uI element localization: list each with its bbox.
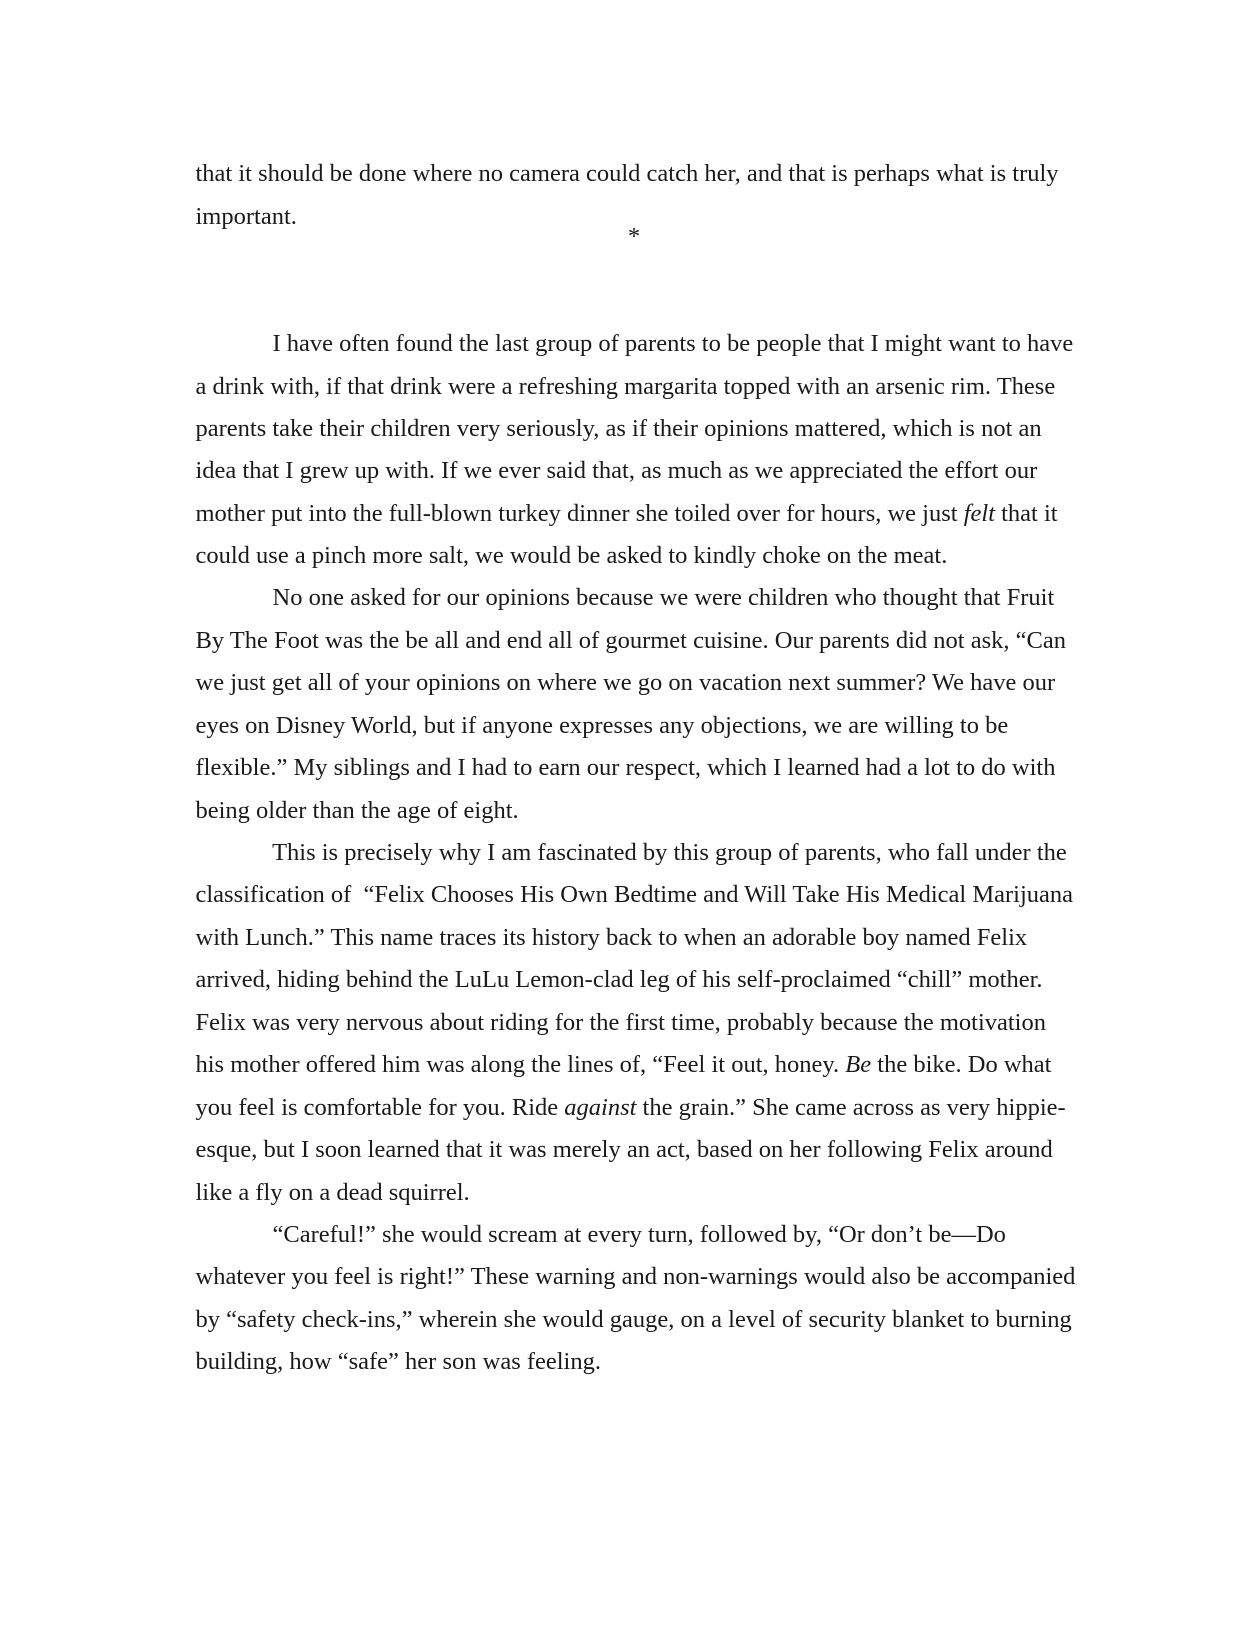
text-segment: being older than the age of eight. <box>195 797 519 824</box>
section-separator: * <box>627 223 641 250</box>
text-segment: with Lunch.” This name traces its history back to when an adorable boy named Felix <box>195 924 1028 951</box>
text-segment: Felix was very nervous about riding for the first time, probably because the motivation <box>195 1009 1046 1036</box>
text-line-27 <box>171 1317 601 1407</box>
text-segment: parents take their children very seriously, as if their opinions mattered, which is not an <box>195 415 1042 442</box>
text-segment: This is precisely why I am fascinated by this group of parents, who fall under the <box>272 839 1067 866</box>
italic-segment: against <box>564 1094 637 1121</box>
text-segment: “Careful!” she would scream at every turn, followed by, “Or don’t be—Do <box>272 1221 1006 1248</box>
text-segment: the grain.” She came across as very hippie- <box>636 1094 1066 1121</box>
text-segment: a drink with, if that drink were a refreshing margarita topped with an arsenic rim. These <box>195 373 1056 400</box>
text-segment: by “safety check-ins,” wherein she would gauge, on a level of security blanket to burning <box>195 1306 1072 1333</box>
text-segment: building, how “safe” her son was feeling. <box>195 1348 601 1375</box>
text-segment: I have often found the last group of parents to be people that I might want to have <box>272 330 1074 357</box>
text-line-2 <box>171 172 297 262</box>
text-segment: the bike. Do what <box>871 1051 1052 1078</box>
italic-segment: Be <box>845 1051 872 1078</box>
text-segment: arrived, hiding behind the LuLu Lemon-clad leg of his self-proclaimed “chill” mother. <box>195 966 1043 993</box>
text-segment: whatever you feel is right!” These warning and non-warnings would also be accompanied <box>195 1263 1076 1290</box>
text-segment: No one asked for our opinions because we were children who thought that Fruit <box>272 584 1055 611</box>
text-segment: you feel is comfortable for you. Ride <box>195 1094 565 1121</box>
text-segment: idea that I grew up with. If we ever said that, as much as we appreciated the effort our <box>195 457 1038 484</box>
italic-segment: felt <box>963 500 995 527</box>
text-segment: flexible.” My siblings and I had to earn our respect, which I learned had a lot to do with <box>195 754 1056 781</box>
text-segment: that it should be done where no camera could catch her, and that is perhaps what is truly <box>195 160 1059 187</box>
text-segment: like a fly on a dead squirrel. <box>195 1179 470 1206</box>
text-segment: his mother offered him was along the lines of, “Feel it out, honey. <box>195 1051 846 1078</box>
text-segment: that it <box>995 500 1058 527</box>
text-segment: classification of “Felix Chooses His Own Bedtime and Will Take His Medical Marijuana <box>195 881 1074 908</box>
text-segment: important. <box>195 203 297 230</box>
text-line-1 <box>171 129 1059 219</box>
text-segment: we just get all of your opinions on where we go on vacation next summer? We have our <box>195 669 1056 696</box>
text-segment: could use a pinch more salt, we would be asked to kindly choke on the meat. <box>195 542 948 569</box>
text-segment: mother put into the full-blown turkey dinner she toiled over for hours, we just <box>195 500 964 527</box>
text-segment: By The Foot was the be all and end all of gourmet cuisine. Our parents did not ask, “Can <box>195 627 1066 654</box>
text-segment: esque, but I soon learned that it was merely an act, based on her following Felix around <box>195 1136 1053 1163</box>
text-segment: eyes on Disney World, but if anyone expresses any objections, we are willing to be <box>195 712 1009 739</box>
